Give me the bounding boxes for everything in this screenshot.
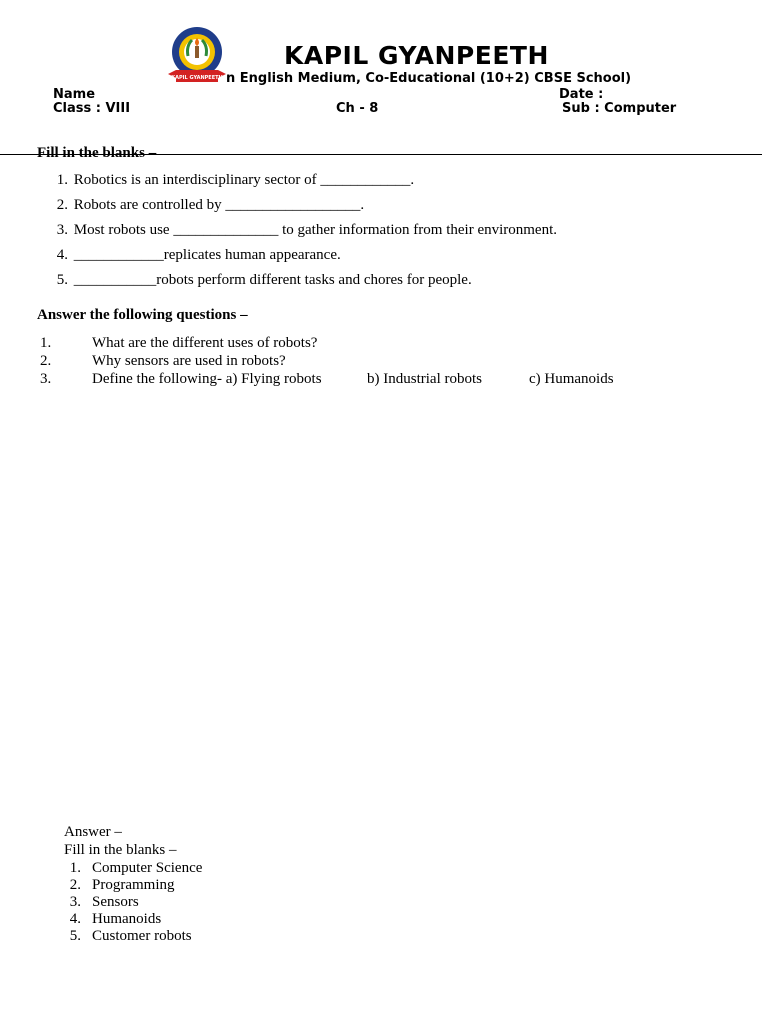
item-text: Most robots use ______________ to gather information from their environment. [73, 222, 558, 238]
list-item [40, 172, 414, 189]
item-number: 3. [69, 894, 81, 910]
list-item [40, 197, 364, 214]
item-number: 5. [56, 272, 68, 288]
answers-heading: Answer – [64, 824, 122, 840]
date-label: Date : [559, 87, 604, 102]
item-text: Computer Science [92, 860, 203, 876]
list-item [64, 911, 161, 928]
item-text: Robotics is an interdisciplinary sector of ____________. [73, 172, 415, 188]
item-number: 2. [56, 197, 68, 213]
list-item [40, 371, 322, 388]
list-item [64, 877, 175, 894]
item-number: 5. [69, 928, 81, 944]
list-item [64, 860, 202, 877]
item-text: What are the different uses of robots? [92, 335, 318, 351]
logo-text: KAPIL GYANPEETH [171, 75, 223, 81]
define-option-b: b) Industrial robots [367, 371, 482, 387]
questions-heading: Answer the following questions – [37, 307, 248, 323]
list-item [40, 222, 557, 239]
item-number: 4. [56, 247, 68, 263]
item-text: ___________robots perform different tasks and chores for people. [73, 272, 472, 288]
school-logo [166, 24, 228, 88]
list-item [40, 272, 472, 289]
item-text: Sensors [92, 894, 139, 910]
define-option-c: c) Humanoids [529, 371, 614, 387]
class-label: Class : VIII [53, 101, 131, 116]
list-item [40, 353, 286, 370]
school-name: KAPIL GYANPEETH [284, 41, 549, 70]
item-number: 2. [69, 877, 81, 893]
name-label: Name [53, 87, 96, 102]
chapter-label: Ch - 8 [336, 101, 379, 116]
item-number: 2. [40, 353, 52, 369]
item-number: 1. [40, 335, 52, 351]
school-tagline: n English Medium, Co-Educational (10+2) CBSE School) [226, 71, 632, 86]
list-item [40, 247, 341, 264]
list-item [64, 894, 139, 911]
item-text: Customer robots [92, 928, 192, 944]
item-text: Programming [92, 877, 175, 893]
item-number: 1. [69, 860, 81, 876]
item-number: 3. [56, 222, 68, 238]
item-number: 4. [69, 911, 81, 927]
item-text: ____________replicates human appearance. [73, 247, 341, 263]
answers-subheading: Fill in the blanks – [64, 842, 177, 858]
item-number: 1. [56, 172, 68, 188]
fill-blanks-heading: Fill in the blanks – [37, 145, 157, 161]
item-number: 3. [40, 371, 52, 387]
subject-label: Sub : Computer [562, 101, 677, 116]
list-item [64, 928, 192, 945]
item-text: Define the following- a) Flying robots [92, 371, 322, 387]
item-text: Humanoids [92, 911, 162, 927]
list-item [40, 335, 317, 352]
item-text: Robots are controlled by __________________. [73, 197, 365, 213]
item-text: Why sensors are used in robots? [92, 353, 286, 369]
